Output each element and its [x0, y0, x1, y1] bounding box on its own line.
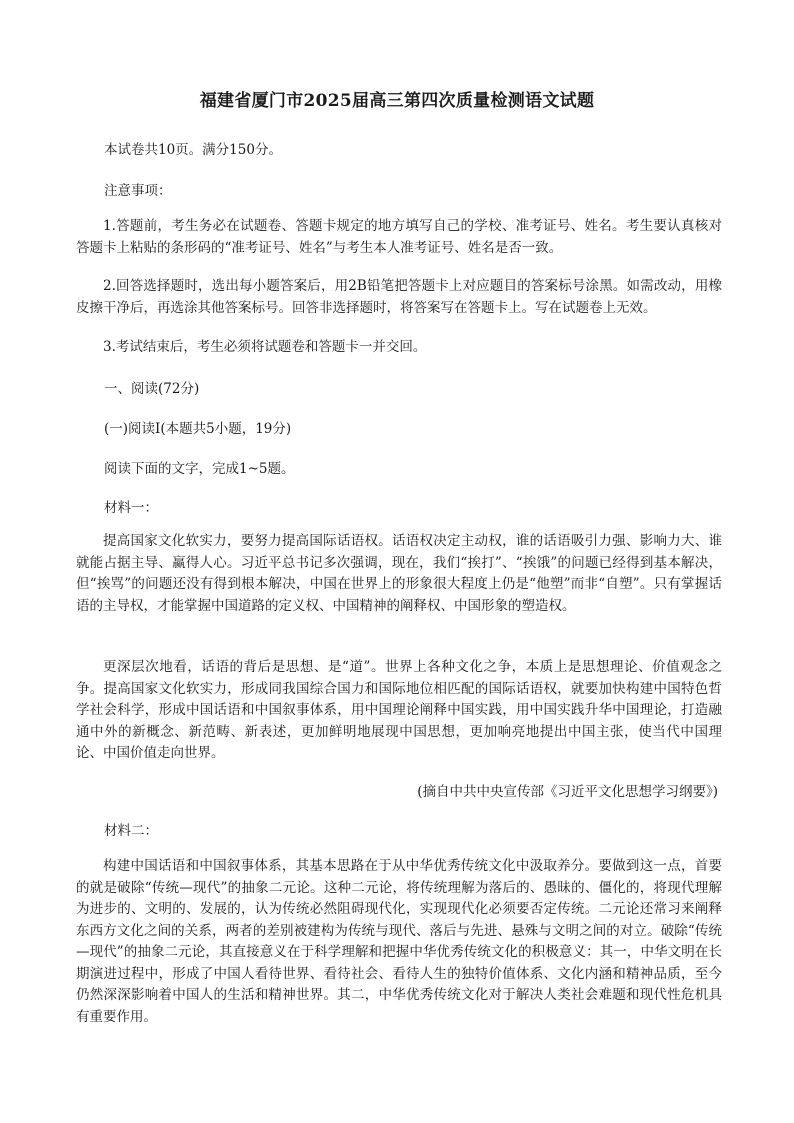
material1-label: 材料一：: [104, 500, 158, 516]
material2-label: 材料二：: [104, 823, 158, 839]
material2-paragraph-1: 构建中国话语和中国叙事体系，其基本思路在于从中华优秀传统文化中汲取养分。要做到这一点，首要的就是破除“传统—现代”的抽象二元论。这种二元论，将传统理解为落后的、愚昧的、僵化的，将现代理解为进步的、文明的、发展的，认为传统必然阻碍现代化，实现现代化必须要否定传统。二元论还常习来阐释东西方文化之间的关系，两者的差别被建构为传统与现代、落后与先进、悬殊与文明之间的对立。破除“传统—现代”的抽象二元论，其直接意义在于科学理解和把握中华优秀传统文化的积极意义：其一，中华文明在长期演进过程中，形成了中国人看待世界、看待社会、看待人生的独特价值体系、文化内涵和精神品质，至今仍然深深影响着中国人的生活和精神世界。其二，中华优秀传统文化对于解决人类社会难题和现代性危机具有重要作用。: [76, 858, 722, 1025]
exam-intro: 本试卷共10页。满分150分。: [104, 142, 282, 158]
reading-instruction: 阅读下面的文字，完成1~5题。: [104, 461, 295, 477]
section-heading: 一、阅读(72分): [104, 381, 200, 397]
material1-paragraph-1: 提高国家文化软实力，要努力提高国际话语权。话语权决定主动权，谁的话语吸引力强、影响力大、谁就能占据主导、赢得人心。习近平总书记多次强调，现在，我们“挨打”、“挨饿”的问题已经得到基本解决，但“挨骂”的问题还没有得到根本解决，中国在世界上的形象很大程度上仍是“他塑”而非“自塑”。只有掌握话语的主导权，才能掌握中国道路的定义权、中国精神的阐释权、中国形象的塑造权。: [76, 533, 722, 614]
notice-item-2: 2.回答选择题时，选出每小题答案后，用2B铅笔把答题卡上对应题目的答案标号涂黑。如需改动，用橡皮擦干净后，再选涂其他答案标号。回答非选择题时，将答案写在答题卡上。写在试题卷上无效。: [76, 278, 722, 316]
material1-source: (摘自中共中央宣传部《习近平文化思想学习纲要》): [417, 784, 718, 800]
document-title: 福建省厦门市2025届高三第四次质量检测语文试题: [199, 91, 595, 111]
material1-paragraph-2: 更深层次地看，话语的背后是思想、是“道”。世界上各种文化之争，本质上是思想理论、价值观念之争。提高国家文化软实力，形成同我国综合国力和国际地位相匹配的国际话语权，就要加快构建中国特色哲学社会科学，形成中国话语和中国叙事体系，用中国理论阐释中国实践，用中国实践升华中国理论，打造融通中外的新概念、新范畴、新表述，更加鲜明地展现中国思想，更加响亮地提出中国主张，使当代中国理论、中国价值走向世界。: [76, 659, 722, 761]
notice-heading: 注意事项：: [104, 183, 172, 199]
subsection-heading: (一)阅读Ⅰ(本题共5小题，19分): [104, 421, 292, 437]
notice-item-3: 3.考试结束后，考生必须将试题卷和答题卡一并交回。: [103, 339, 427, 355]
notice-item-1: 1.答题前，考生务必在试题卷、答题卡规定的地方填写自己的学校、准考证号、姓名。考生要认真核对答题卡上粘贴的条形码的“准考证号、姓名”与考生本人准考证号、姓名是否一致。: [76, 218, 722, 256]
